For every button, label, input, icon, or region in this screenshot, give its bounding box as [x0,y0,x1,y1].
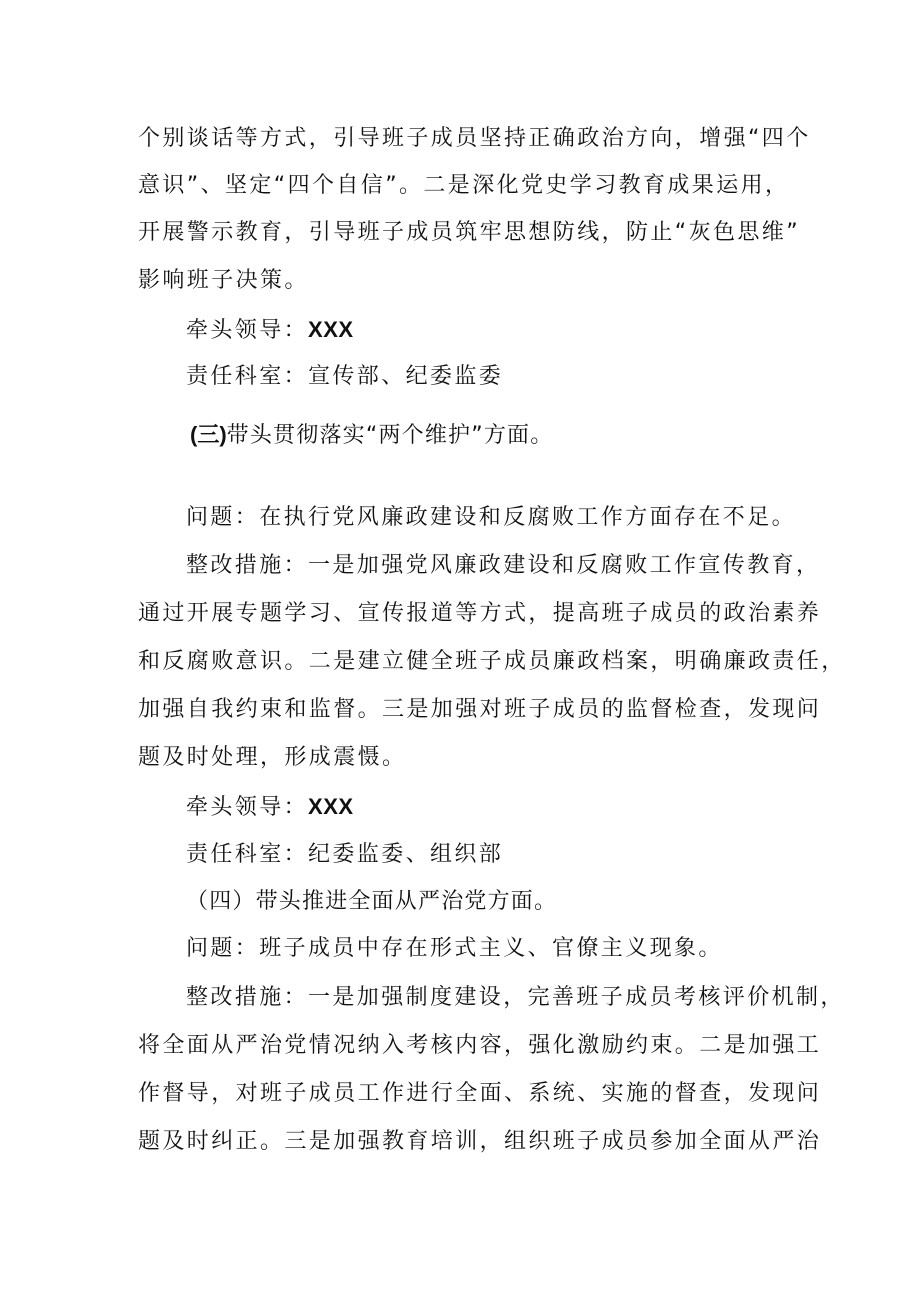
section-heading-4: （四）带头推进全面从严治党方面。 [186,889,558,914]
measures-line: 整改措施：一是加强党风廉政建设和反腐败工作宣传教育， [186,553,821,578]
measures-line: 题及时处理，形成震慑。 [138,745,407,770]
lead-leader-value: XXX [308,794,354,819]
lead-leader-value: XXX [308,317,354,342]
responsible-dept-2: 责任科室：纪委监委、组织部 [186,842,504,867]
section-number: (三) [190,422,227,447]
lead-leader-2 [186,792,846,823]
paragraph-line: 个别谈话等方式，引导班子成员坚持正确政治方向，增强“四个 [138,126,811,151]
lead-leader-1 [186,315,846,346]
paragraph-line: 开展警示教育，引导班子成员筑牢思想防线，防止“灰色思维” [138,220,800,245]
measures-line: 作督导，对班子成员工作进行全面、系统、实施的督查，发现问 [138,1081,822,1106]
responsible-dept-1: 责任科室：宣传部、纪委监委 [186,364,504,389]
measures-line: 通过开展专题学习、宣传报道等方式，提高班子成员的政治素养 [138,601,822,626]
lead-leader-label: 牵头领导： [186,318,309,343]
measures-line: 将全面从严治党情况纳入考核内容，强化激励约束。二是加强工 [138,1033,822,1058]
paragraph-line: 影响班子决策。 [138,268,309,293]
section-heading-3 [190,420,850,451]
paragraph-line: 意识”、坚定“四个自信”。二是深化党史学习教育成果运用， [138,173,790,198]
measures-line: 整改措施：一是加强制度建设，完善班子成员考核评价机制， [186,985,845,1010]
problem-statement-3: 问题：在执行党风廉政建设和反腐败工作方面存在不足。 [186,505,797,530]
measures-line: 题及时纠正。三是加强教育培训，组织班子成员参加全面从严治 [138,1129,822,1154]
measures-line: 和反腐败意识。二是建立健全班子成员廉政档案，明确廉政责任， [138,649,846,674]
section-title: 带头贯彻落实“两个维护”方面。 [226,423,554,448]
problem-statement-4: 问题：班子成员中存在形式主义、官僚主义现象。 [186,936,723,961]
lead-leader-label: 牵头领导： [186,795,309,820]
measures-line: 加强自我约束和监督。三是加强对班子成员的监督检查，发现问 [138,697,822,722]
